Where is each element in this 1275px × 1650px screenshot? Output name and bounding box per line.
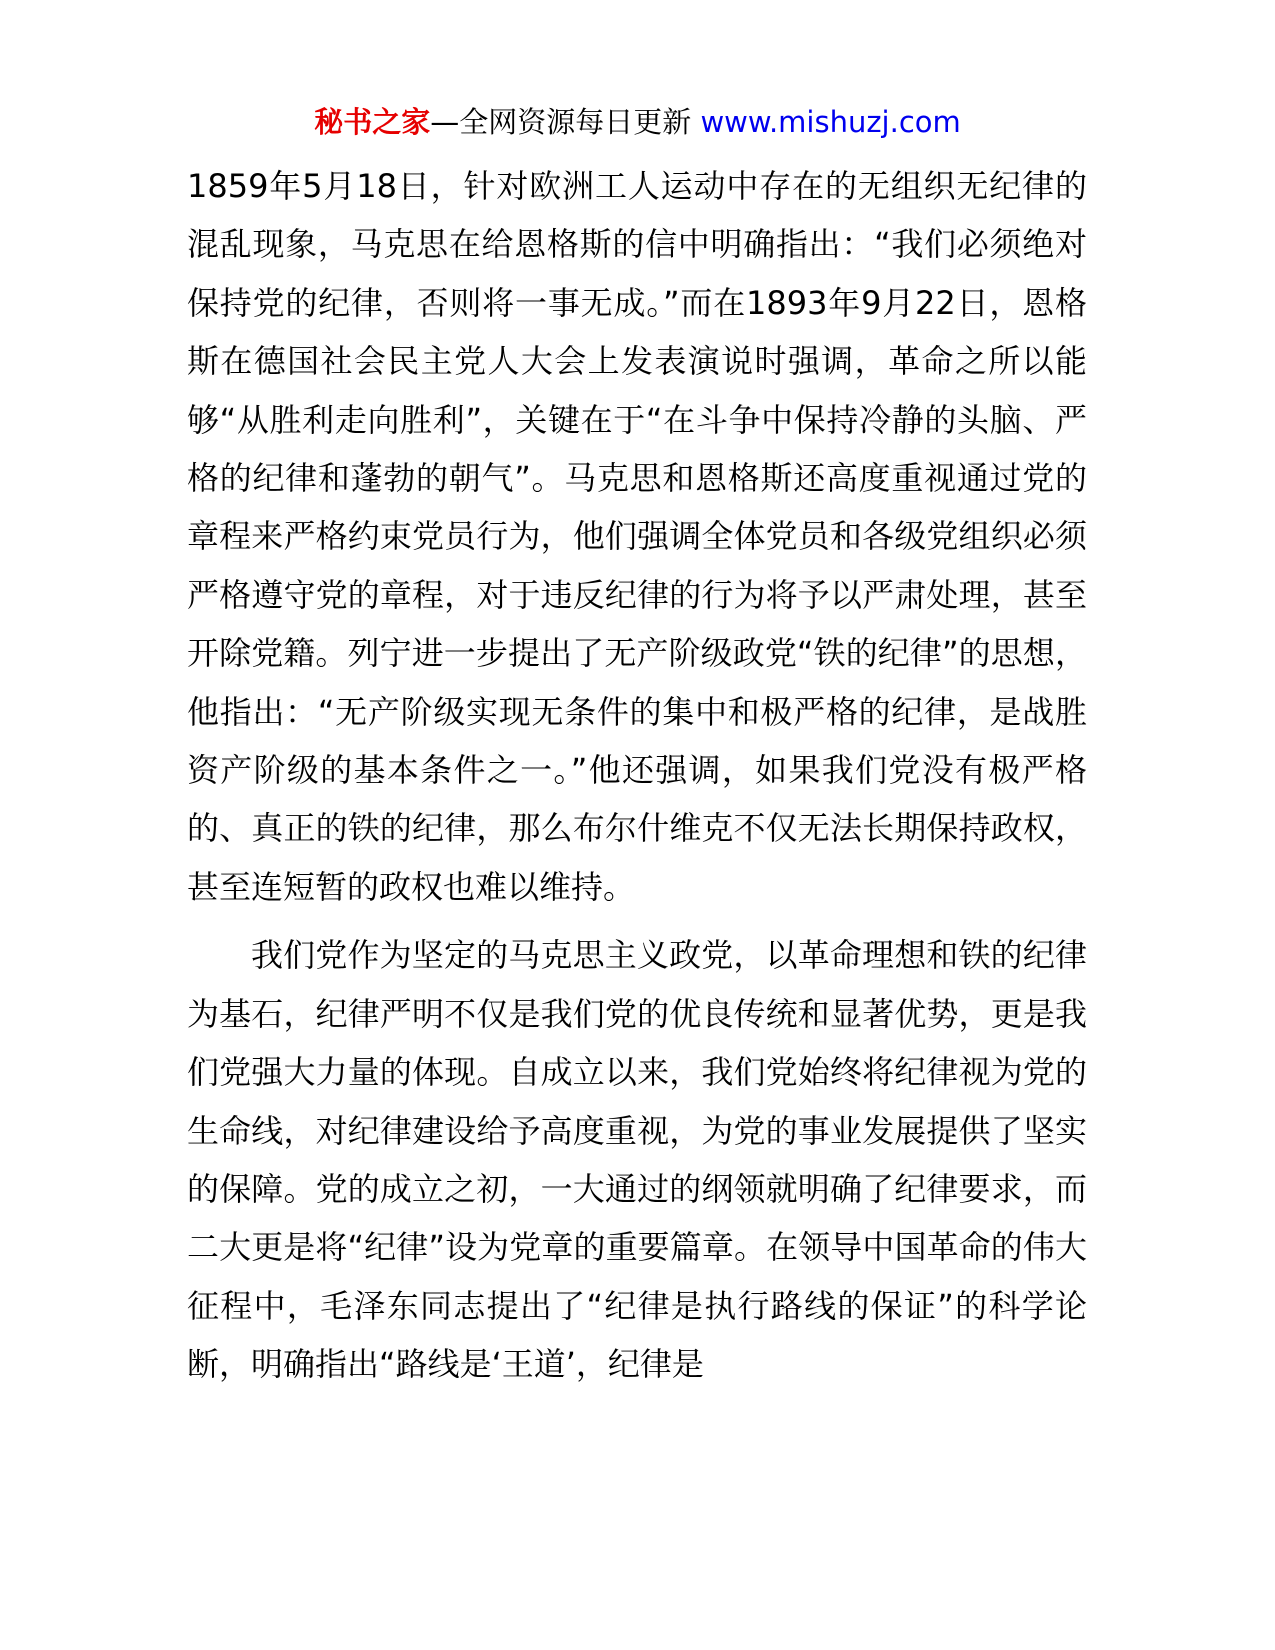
website-link[interactable]: www.mishuzj.com — [700, 105, 961, 139]
brand-name: 秘书之家 — [314, 105, 431, 139]
paragraph-1: 1859年5月18日，针对欧洲工人运动中存在的无组织无纪律的混乱现象，马克思在给恩格斯的信中明确指出：“我们必须绝对保持党的纪律，否则将一事无成。”而在1893年9月22日，恩格斯在德国社会民主党人大会上发表演说时强调，革命之所以能够“从胜利走向胜利”，关键在于“在斗争中保持冷静的头脑、严格的纪律和蓬勃的朝气”。马克思和恩格斯还高度重视通过党的章程来严格约束党员行为，他们强调全体党员和各级党组织必须严格遵守党的章程，对于违反纪律的行为将予以严肃处理，甚至开除党籍。列宁进一步提出了无产阶级政党“铁的纪律”的思想，他指出：“无产阶级实现无条件的集中和极严格的纪律，是战胜资产阶级的基本条件之一。”他还强调，如果我们党没有极严格的、真正的铁的纪律，那么布尔什维克不仅无法长期保持政权，甚至连短暂的政权也难以维持。 — [187, 167, 1087, 906]
page-header — [0, 102, 1275, 142]
document-body — [187, 157, 1087, 1394]
header-tagline: —全网资源每日更新 — [430, 105, 701, 139]
paragraph-2: 我们党作为坚定的马克思主义政党，以革命理想和铁的纪律为基石，纪律严明不仅是我们党的优良传统和显著优势，更是我们党强大力量的体现。自成立以来，我们党始终将纪律视为党的生命线，对纪律建设给予高度重视，为党的事业发展提供了坚实的保障。党的成立之初，一大通过的纲领就明确了纪律要求，而二大更是将“纪律”设为党章的重要篇章。在领导中国革命的伟大征程中，毛泽东同志提出了“纪律是执行路线的保证”的科学论断，明确指出“路线是‘王道’，纪律是 — [187, 936, 1087, 1384]
